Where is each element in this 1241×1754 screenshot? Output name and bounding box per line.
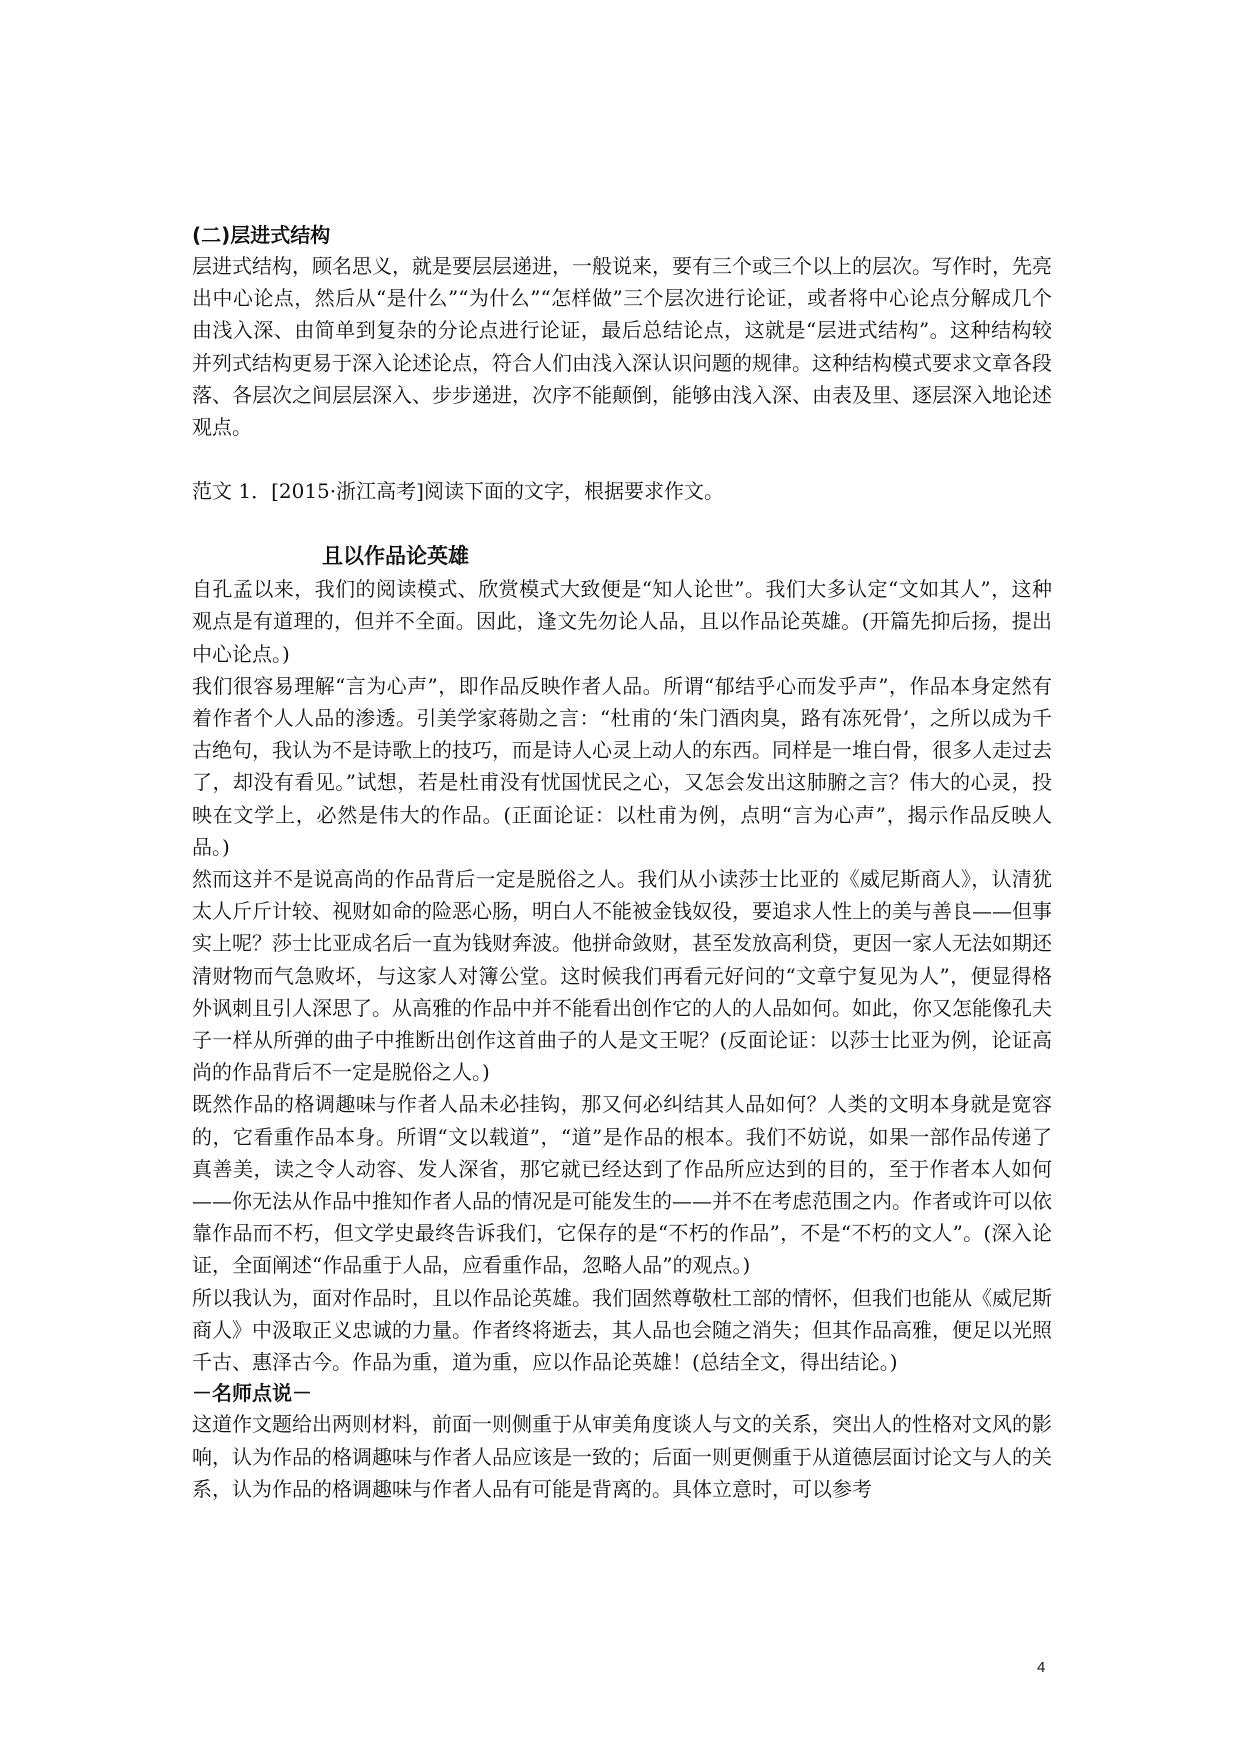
example-intro: 范文 1．[2015·浙江高考]阅读下面的文字，根据要求作文。: [192, 479, 724, 504]
essay-paragraph: 自孔孟以来，我们的阅读模式、欣赏模式大致便是“知人论世”。我们大多认定“文如其人”，这种观点是有道理的，但并不全面。因此，逢文先勿论人品，且以作品论英雄。(开篇先抑后扬，提出中心论点。): [192, 577, 1052, 666]
section-body: 层进式结构，顾名思义，就是要层层递进，一般说来，要有三个或三个以上的层次。写作时，先亮出中心论点，然后从“是什么”“为什么”“怎样做”三个层次进行论证，或者将中心论点分解成几个由浅入深、由简单到复杂的分论点进行论证，最后总结论点，这就是“层进式结构”。这种结构较并列式结构更易于深入论述论点，符合人们由浅入深认识问题的规律。这种结构模式要求文章各段落、各层次之间层层深入、步步递进，次序不能颠倒，能够由浅入深、由表及里、逐层深入地论述观点。: [192, 254, 1052, 440]
essay-paragraph: 我们很容易理解“言为心声”，即作品反映作者人品。所谓“郁结乎心而发乎声”，作品本身定然有着作者个人人品的渗透。引美学家蒋勋之言：“杜甫的‘朱门酒肉臭，路有冻死骨’，之所以成为千古绝句，我认为不是诗歌上的技巧，而是诗人心灵上动人的东西。同样是一堆白骨，很多人走过去了，却没有看见。”试想，若是杜甫没有忧国忧民之心，又怎会发出这肺腑之言？伟大的心灵，投映在文学上，必然是伟大的作品。(正面论证：以杜甫为例，点明“言为心声”，揭示作品反映人品。): [192, 673, 1052, 859]
essay-paragraph: 然而这并不是说高尚的作品背后一定是脱俗之人。我们从小读莎士比亚的《威尼斯商人》，认清犹太人斤斤计较、视财如命的险恶心肠，明白人不能被金钱奴役，要追求人性上的美与善良——但事实上呢？莎士比亚成名后一直为钱财奔波。他拼命敛财，甚至发放高利贷，更因一家人无法如期还清财物而气急败坏，与这家人对簿公堂。这时候我们再看元好问的“文章宁复见为人”，便显得格外讽刺且引人深思了。从高雅的作品中并不能看出创作它的人的人品如何。如此，你又怎能像孔夫子一样从所弹的曲子中推断出创作这首曲子的人是文王呢？(反面论证：以莎士比亚为例，论证高尚的作品背后不一定是脱俗之人。): [192, 867, 1052, 1085]
essay-paragraph: 既然作品的格调趣味与作者人品未必挂钩，那又何必纠结其人品如何？人类的文明本身就是宽容的，它看重作品本身。所谓“文以载道”，“道”是作品的根本。我们不妨说，如果一部作品传递了真善美，读之令人动容、发人深省，那它就已经达到了作品所应达到的目的，至于作者本人如何——你无法从作品中推知作者人品的情况是可能发生的——并不在考虑范围之内。作者或许可以依靠作品而不朽，但文学史最终告诉我们，它保存的是“不朽的作品”，不是“不朽的文人”。(深入论证，全面阐述“作品重于人品，应看重作品，忽略人品”的观点。): [192, 1092, 1052, 1278]
comment-body: 这道作文题给出两则材料，前面一则侧重于从审美角度谈人与文的关系，突出人的性格对文风的影响，认为作品的格调趣味与作者人品应该是一致的；后面一则更侧重于从道德层面讨论文与人的关系，认为作品的格调趣味与作者人品有可能是背离的。具体立意时，可以参考: [192, 1412, 1052, 1501]
spacer: [192, 507, 1052, 539]
spacer: [192, 443, 1052, 475]
page-number: 4: [1037, 1659, 1046, 1676]
comment-heading: －名师点说－: [192, 1381, 312, 1406]
essay-title: 且以作品论英雄: [322, 544, 469, 569]
document-page: [192, 220, 1052, 1505]
section-heading: (二)层进式结构: [192, 223, 331, 247]
essay-paragraph: 所以我认为，面对作品时，且以作品论英雄。我们固然尊敬杜工部的情怀，但我们也能从《威尼斯商人》中汲取正义忠诚的力量。作者终将逝去，其人品也会随之消失；但其作品高雅，便足以光照千古、惠泽古今。作品为重，道为重，应以作品论英雄！(总结全文，得出结论。): [192, 1285, 1052, 1375]
